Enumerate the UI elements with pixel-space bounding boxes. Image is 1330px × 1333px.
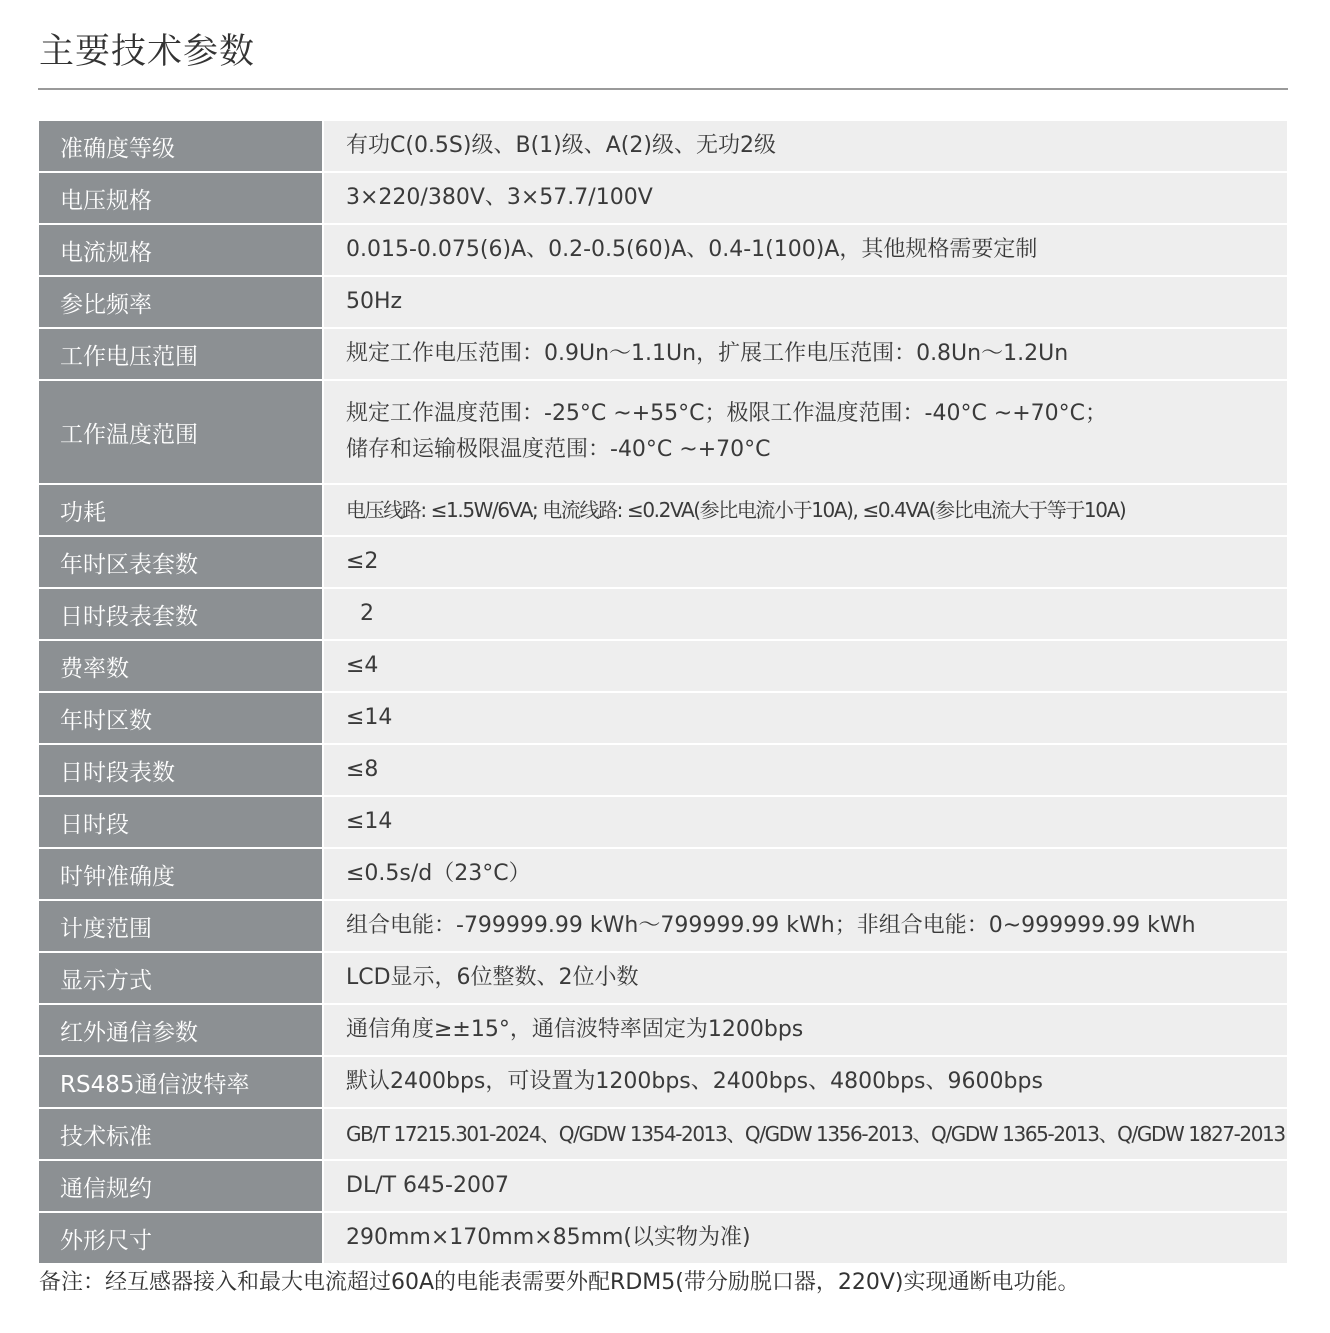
table-row [39, 121, 1287, 173]
table-row [39, 277, 1287, 329]
row-label: 计度范围 [39, 901, 324, 953]
table-row [39, 1005, 1287, 1057]
row-value: 组合电能：-799999.99 kWh～799999.99 kWh；非组合电能：0~999999.99 kWh [324, 901, 1287, 953]
row-label: 工作电压范围 [39, 329, 324, 381]
row-label: 年时区数 [39, 693, 324, 745]
table-row [39, 485, 1287, 537]
row-value: LCD显示，6位整数、2位小数 [324, 953, 1287, 1005]
row-label: 日时段表套数 [39, 589, 324, 641]
table-row [39, 641, 1287, 693]
row-value: 50Hz [324, 277, 1287, 329]
table-row [39, 381, 1287, 485]
row-label: 日时段表数 [39, 745, 324, 797]
row-value: ≤14 [324, 693, 1287, 745]
row-value [324, 381, 1287, 485]
row-label: 外形尺寸 [39, 1213, 324, 1265]
row-label: 年时区表套数 [39, 537, 324, 589]
row-value: ≤2 [324, 537, 1287, 589]
row-value: 290mm×170mm×85mm(以实物为准) [324, 1213, 1287, 1265]
row-label: RS485通信波特率 [39, 1057, 324, 1109]
row-value: 电压线路: ≤1.5W/6VA; 电流线路: ≤0.2VA(参比电流小于10A), ≤0.4VA(参比电流大于等于10A) [324, 485, 1287, 537]
table-row [39, 537, 1287, 589]
row-value: GB/T 17215.301-2024、Q/GDW 1354-2013、Q/GDW 1356-2013、Q/GDW 1365-2013、Q/GDW 1827-2013 [324, 1109, 1287, 1161]
table-row [39, 1057, 1287, 1109]
page-title: 主要技术参数 [39, 32, 256, 72]
row-label: 技术标准 [39, 1109, 324, 1161]
row-value: ≤4 [324, 641, 1287, 693]
table-row [39, 1161, 1287, 1213]
row-value: 默认2400bps，可设置为1200bps、2400bps、4800bps、9600bps [324, 1057, 1287, 1109]
footnote: 备注：经互感器接入和最大电流超过60A的电能表需要外配RDM5(带分励脱口器，220V)实现通断电功能。 [39, 1270, 1080, 1295]
table-row [39, 745, 1287, 797]
row-value: ≤8 [324, 745, 1287, 797]
row-value: 规定工作电压范围：0.9Un～1.1Un，扩展工作电压范围：0.8Un～1.2Un [324, 329, 1287, 381]
row-value: 0.015-0.075(6)A、0.2-0.5(60)A、0.4-1(100)A，其他规格需要定制 [324, 225, 1287, 277]
row-label: 准确度等级 [39, 121, 324, 173]
row-value: 通信角度≥±15°，通信波特率固定为1200bps [324, 1005, 1287, 1057]
row-label: 电压规格 [39, 173, 324, 225]
row-label: 显示方式 [39, 953, 324, 1005]
row-value: ≤14 [324, 797, 1287, 849]
table-row [39, 1213, 1287, 1265]
row-value: 2 [324, 589, 1287, 641]
spec-table [39, 121, 1287, 1265]
table-row [39, 1109, 1287, 1161]
row-label: 参比频率 [39, 277, 324, 329]
row-label: 工作温度范围 [39, 381, 324, 485]
table-row [39, 901, 1287, 953]
row-value: 3×220/380V、3×57.7/100V [324, 173, 1287, 225]
table-row [39, 693, 1287, 745]
row-label: 红外通信参数 [39, 1005, 324, 1057]
row-label: 费率数 [39, 641, 324, 693]
row-label: 电流规格 [39, 225, 324, 277]
table-row [39, 589, 1287, 641]
title-divider [38, 88, 1288, 90]
row-value: ≤0.5s/d（23°C） [324, 849, 1287, 901]
table-row [39, 849, 1287, 901]
row-label: 时钟准确度 [39, 849, 324, 901]
row-value: 有功C(0.5S)级、B(1)级、A(2)级、无功2级 [324, 121, 1287, 173]
table-row [39, 797, 1287, 849]
row-label: 功耗 [39, 485, 324, 537]
table-row [39, 225, 1287, 277]
table-row [39, 953, 1287, 1005]
row-value-line: 规定工作温度范围：-25°C ~+55°C；极限工作温度范围：-40°C ~+70°C； [346, 401, 1108, 426]
table-row [39, 329, 1287, 381]
table-row [39, 173, 1287, 225]
row-value-line: 储存和运输极限温度范围：-40°C ~+70°C [346, 437, 771, 462]
row-label: 通信规约 [39, 1161, 324, 1213]
row-value: DL/T 645-2007 [324, 1161, 1287, 1213]
row-label: 日时段 [39, 797, 324, 849]
